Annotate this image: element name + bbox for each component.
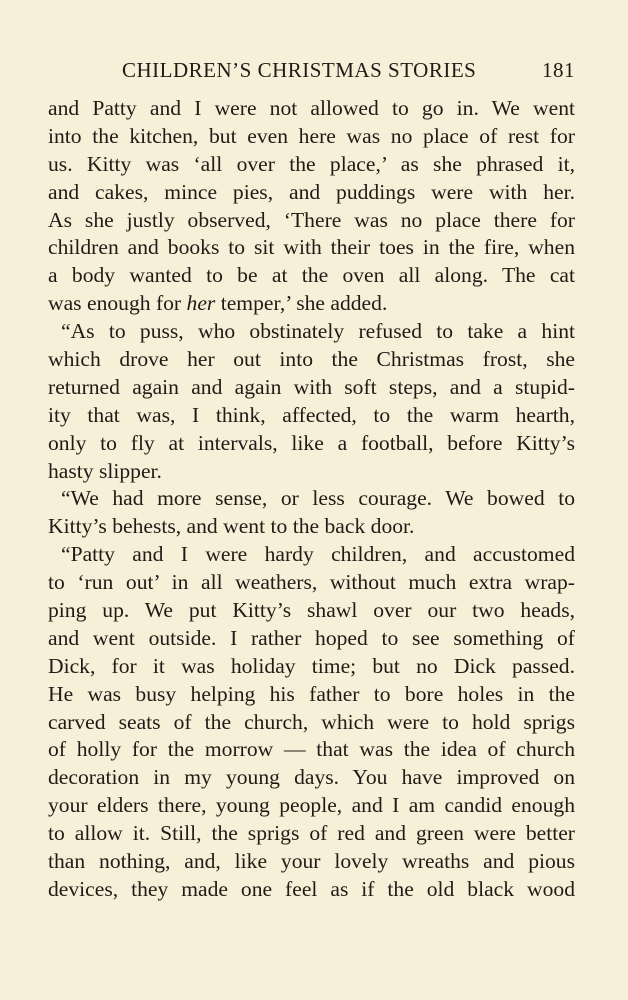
text-line: As she justly observed, ‘There was no place there for bbox=[48, 207, 575, 232]
text-line: of holly for the morrow — that was the idea of church bbox=[48, 737, 575, 762]
text-line: Kitty’s behests, and went to the back door. bbox=[48, 514, 415, 539]
text-line: which drove her out into the Christmas frost, she bbox=[48, 347, 575, 372]
text-line: only to fly at intervals, like a football, before Kitty’s bbox=[48, 430, 575, 455]
text-line: and cakes, mince pies, and puddings were with her. bbox=[48, 179, 575, 204]
text-line: to allow it. Still, the sprigs of red and green were better bbox=[48, 821, 575, 846]
emphasis: her bbox=[186, 291, 216, 316]
text-line: Dick, for it was holiday time; but no Dick passed. bbox=[48, 653, 575, 678]
text-line: devices, they made one feel as if the old black wood bbox=[48, 876, 575, 901]
running-head: CHILDREN’S CHRISTMAS STORIES bbox=[122, 58, 477, 82]
text-line: “Patty and I were hardy children, and accustomed bbox=[61, 542, 575, 567]
text-line: a body wanted to be at the oven all along. The cat bbox=[48, 263, 575, 288]
text-line: and Patty and I were not allowed to go in. We went bbox=[48, 96, 575, 120]
text-line: to ‘run out’ in all weathers, without much extra wrap- bbox=[48, 570, 575, 595]
text-line: your elders there, young people, and I am candid enough bbox=[48, 793, 575, 818]
text-line: decoration in my young days. You have improved on bbox=[48, 765, 575, 790]
text-line: and went outside. I rather hoped to see something of bbox=[48, 625, 575, 650]
text-line: “We had more sense, or less courage. We bowed to bbox=[61, 486, 575, 511]
page-number: 181 bbox=[542, 58, 575, 82]
text-line: ping up. We put Kitty’s shawl over our two heads, bbox=[48, 598, 575, 623]
text-line: He was busy helping his father to bore holes in the bbox=[48, 681, 575, 706]
text-line: than nothing, and, like your lovely wreaths and pious bbox=[48, 849, 575, 874]
body-text bbox=[48, 95, 575, 904]
text-line: “As to puss, who obstinately refused to take a hint bbox=[61, 319, 575, 344]
text-line: carved seats of the church, which were to hold sprigs bbox=[48, 709, 575, 734]
text-line: children and books to sit with their toes in the fire, when bbox=[48, 235, 575, 260]
text-line: ity that was, I think, affected, to the warm hearth, bbox=[48, 402, 575, 427]
text-line: into the kitchen, but even here was no place of rest for bbox=[48, 123, 575, 148]
text-line: returned again and again with soft steps, and a stupid- bbox=[48, 374, 575, 399]
text-line: us. Kitty was ‘all over the place,’ as she phrased it, bbox=[48, 151, 575, 176]
text-line: was enough for her temper,’ she added. bbox=[48, 291, 388, 316]
text-line: hasty slipper. bbox=[48, 458, 162, 483]
